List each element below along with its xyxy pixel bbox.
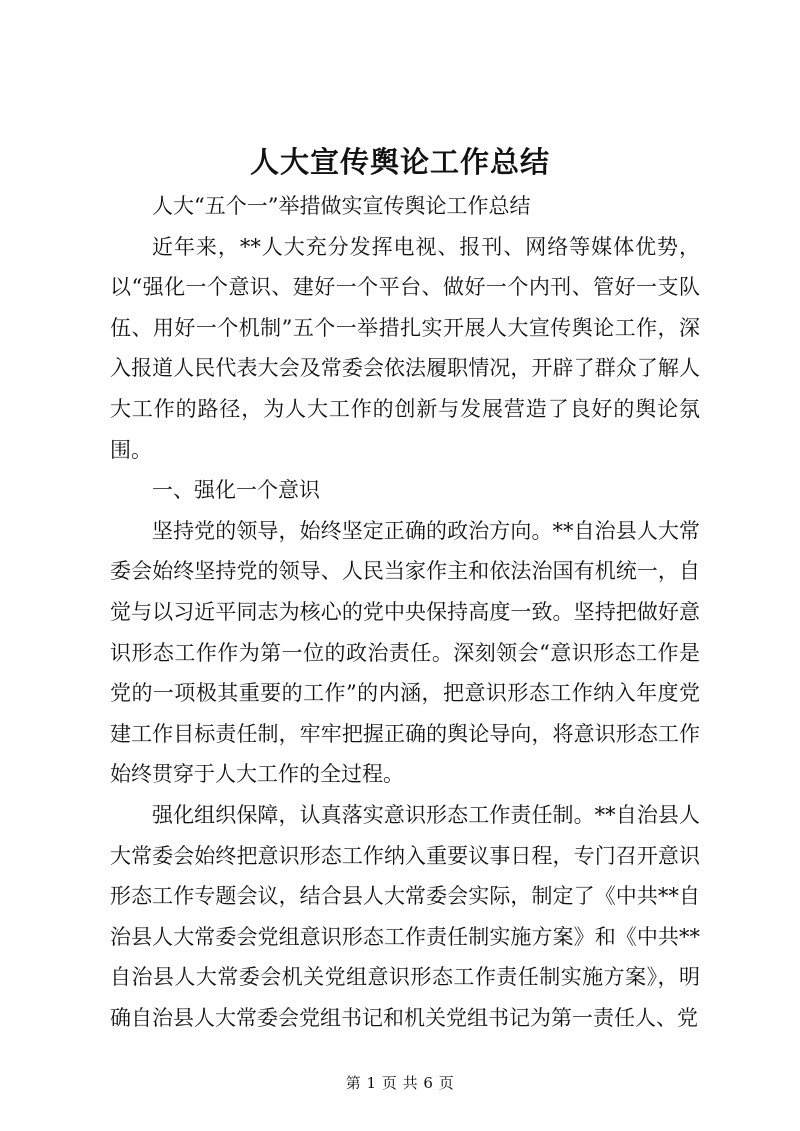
page-number-footer: 第 1 页 共 6 页 xyxy=(345,1074,455,1092)
intro-paragraph: 近年来，**人大充分发挥电视、报刊、网络等媒体优势，以“强化一个意识、建好一个平台、做好一个内刊、管好一支队伍、用好一个机制”五个一举措扎实开展人大宣传舆论工作，深入报道人民代表大会及常委会依法履职情况，开辟了群众了解人大工作的路径，为人大工作的创新与发展营造了良好的舆论氛围。 xyxy=(110,234,700,462)
document-body xyxy=(110,186,700,1038)
body-paragraph: 强化组织保障，认真落实意识形态工作责任制。**自治县人大常委会始终把意识形态工作纳入重要议事日程，专门召开意识形态工作专题会议，结合县人大常委会实际，制定了《中共**自治县人大常委会党组意识形态工作责任制实施方案》和《中共**自治县人大常委会机关党组意识形态工作责任制实施方案》，明确自治县人大常委会党组书记和机关党组书记为第一责任人、党 xyxy=(110,802,700,1030)
section-heading: 一、强化一个意识 xyxy=(152,478,320,503)
body-paragraph: 坚持党的领导，始终坚定正确的政治方向。**自治县人大常委会始终坚持党的领导、人民当家作主和依法治国有机统一，自觉与以习近平同志为核心的党中央保持高度一致。坚持把做好意识形态工作作为第一位的政治责任。深刻领会“意识形态工作是党的一项极其重要的工作”的内涵，把意识形态工作纳入年度党建工作目标责任制，牢牢把握正确的舆论导向，将意识形态工作始终贯穿于人大工作的全过程。 xyxy=(110,518,700,787)
subtitle-paragraph: 人大“五个一”举措做实宣传舆论工作总结 xyxy=(152,194,531,218)
document-title: 人大宣传舆论工作总结 xyxy=(249,145,550,179)
